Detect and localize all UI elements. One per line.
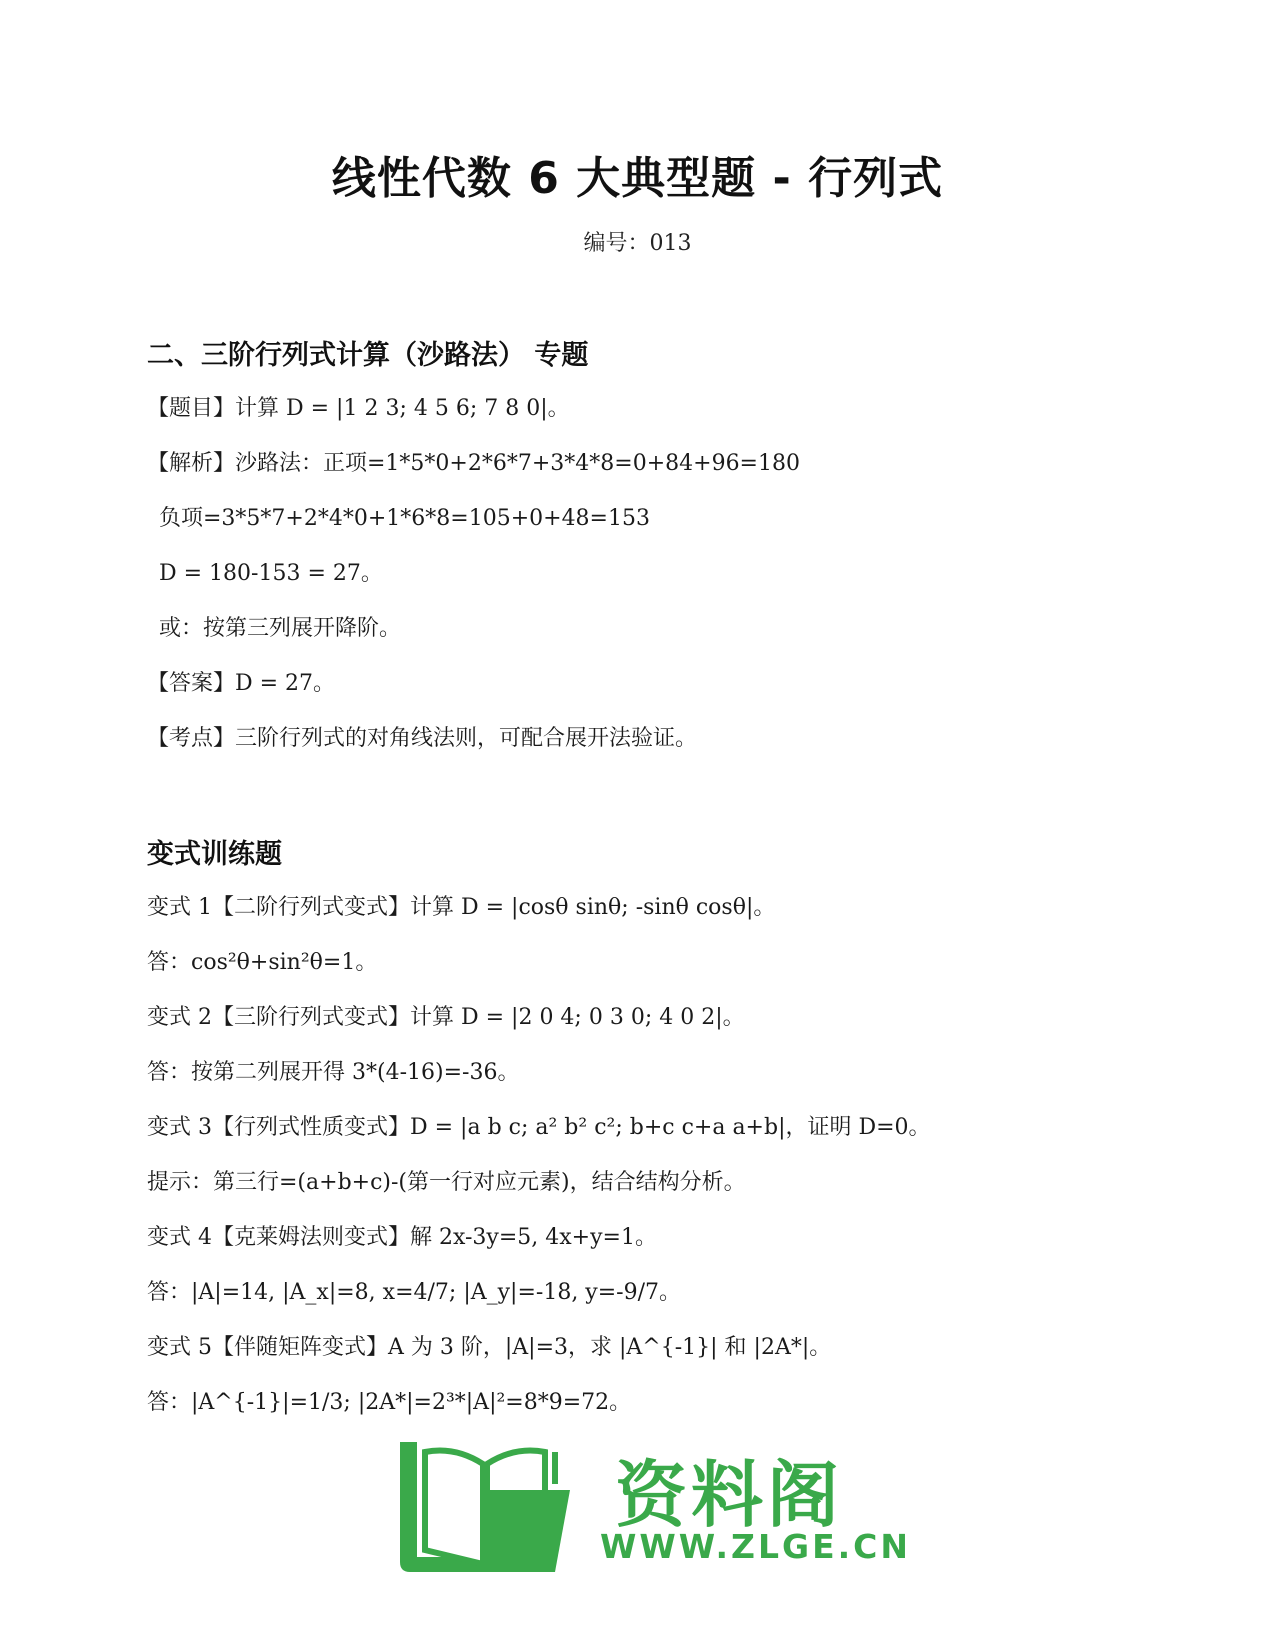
variant-4-question: 变式 4【克莱姆法则变式】解 2x-3y=5, 4x+y=1。 <box>147 1225 657 1250</box>
variant-2-question: 变式 2【三阶行列式变式】计算 D = |2 0 4; 0 3 0; 4 0 2|。 <box>147 1005 745 1030</box>
problem-line: 【题目】计算 D = |1 2 3; 4 5 6; 7 8 0|。 <box>147 396 570 421</box>
variant-1-answer: 答：cos²θ+sin²θ=1。 <box>147 950 378 975</box>
section-heading-variants: 变式训练题 <box>147 839 282 870</box>
answer-line: 【答案】D = 27。 <box>147 671 336 696</box>
variant-5-question: 变式 5【伴随矩阵变式】A 为 3 阶，|A|=3，求 |A^{-1}| 和 |2A*|。 <box>147 1335 832 1360</box>
variant-3-question: 变式 3【行列式性质变式】D = |a b c; a² b² c²; b+c c+a a+b|，证明 D=0。 <box>147 1115 931 1140</box>
watermark-url: WWW.ZLGE.CN <box>600 1527 912 1566</box>
variant-3-hint: 提示：第三行=(a+b+c)-(第一行对应元素)，结合结构分析。 <box>147 1170 746 1195</box>
watermark-logo <box>395 1432 912 1582</box>
document-title: 线性代数 6 大典型题 - 行列式 <box>331 153 944 204</box>
watermark-brand: 资料阁 <box>615 1453 844 1537</box>
variant-2-answer: 答：按第二列展开得 3*(4-16)=-36。 <box>147 1060 520 1085</box>
serial-number: 编号：013 <box>583 231 692 256</box>
key-point-line: 【考点】三阶行列式的对角线法则，可配合展开法验证。 <box>147 726 698 751</box>
variant-1-question: 变式 1【二阶行列式变式】计算 D = |cosθ sinθ; -sinθ cosθ|。 <box>147 895 776 920</box>
negative-terms-line: 负项=3*5*7+2*4*0+1*6*8=105+0+48=153 <box>159 506 650 531</box>
book-folder-icon <box>395 1432 595 1582</box>
analysis-line: 【解析】沙路法：正项=1*5*0+2*6*7+3*4*8=0+84+96=180 <box>147 451 800 476</box>
variant-4-answer: 答：|A|=14, |A_x|=8, x=4/7; |A_y|=-18, y=-9/7。 <box>147 1280 682 1305</box>
alternative-line: 或：按第三列展开降阶。 <box>159 616 402 641</box>
result-line: D = 180-153 = 27。 <box>159 561 383 586</box>
section-heading-sarrus: 二、三阶行列式计算（沙路法） 专题 <box>147 340 589 371</box>
variant-5-answer: 答：|A^{-1}|=1/3; |2A*|=2³*|A|²=8*9=72。 <box>147 1390 632 1415</box>
